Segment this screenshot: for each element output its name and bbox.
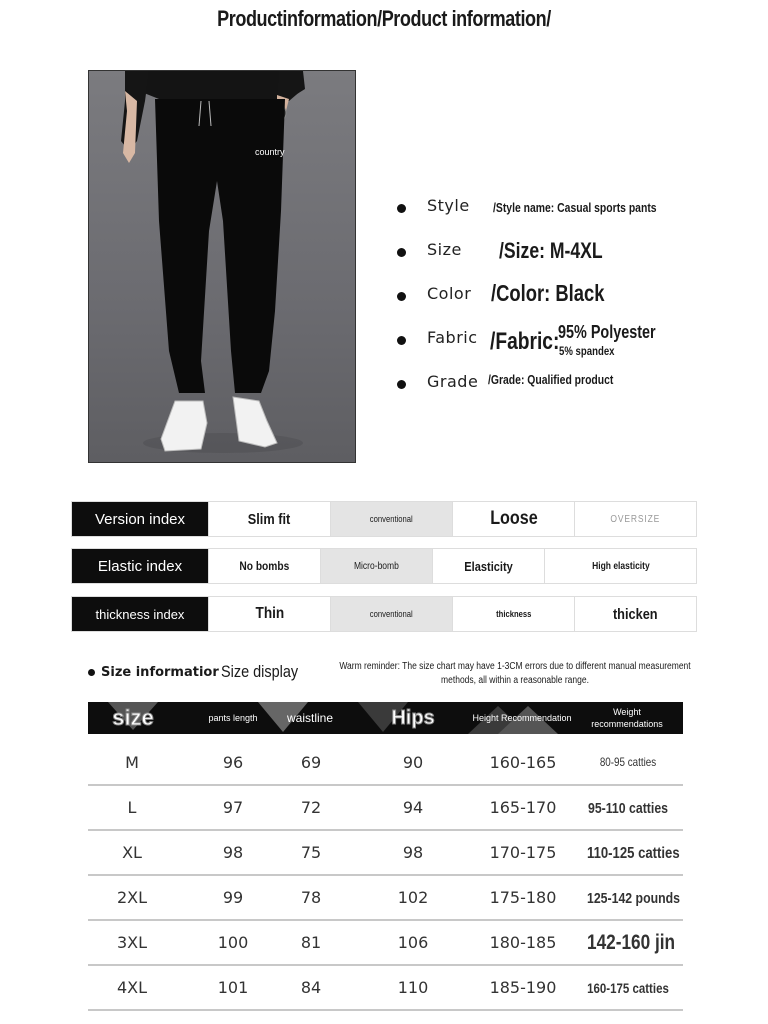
- size-table-header: [88, 702, 683, 734]
- elastic-index-row: [71, 548, 697, 584]
- header-waistline: waistline: [286, 711, 334, 725]
- header-size: size: [112, 705, 154, 730]
- version-index-row: [71, 501, 697, 537]
- fabric-secondary: 5% spandex: [559, 344, 615, 358]
- size-reminder-note: Warm reminder: The size chart may have 1-3CM errors due to different manual measurement methods, all within a reasonable range.: [339, 661, 691, 686]
- fabric-primary: 95% Polyester: [558, 322, 656, 342]
- size-subheading-label: Size display: [220, 662, 298, 681]
- bullet-icon: [397, 204, 406, 213]
- table-row: M 96 69 90 160-165 80-95 catties: [88, 741, 683, 786]
- pants-model-illustration: [89, 71, 356, 463]
- product-photo: [88, 70, 356, 463]
- page-title: Productinformation/Product information/: [217, 6, 551, 31]
- attribute-list: [393, 190, 753, 410]
- attribute-key: Fabric: [427, 328, 478, 347]
- index-label: thickness index: [72, 597, 208, 631]
- attribute-value: /Fabric:: [490, 328, 560, 355]
- size-heading-label: Size informatior: [101, 664, 219, 680]
- photo-tag-label: country: [255, 147, 285, 157]
- bullet-icon: [397, 380, 406, 389]
- header-pants-length: pants length: [208, 713, 258, 723]
- attribute-key: Color: [427, 284, 472, 303]
- index-option: Loose: [452, 502, 574, 536]
- table-row: 3XL 100 81 106 180-185 142-160 jin: [88, 921, 683, 966]
- index-option-selected: conventional: [330, 502, 452, 536]
- index-option: High elasticity: [544, 549, 696, 583]
- attribute-grade: [393, 366, 753, 410]
- attribute-key: Grade: [427, 372, 479, 391]
- index-label: Elastic index: [72, 549, 208, 583]
- table-row: XL 98 75 98 170-175 110-125 catties: [88, 831, 683, 876]
- header-height: Height Recommendation: [472, 713, 572, 723]
- attribute-color: [393, 278, 753, 322]
- bullet-icon: [397, 336, 406, 345]
- index-option: Elasticity: [432, 549, 544, 583]
- header-hips: Hips: [391, 707, 435, 729]
- index-label: Version index: [72, 502, 208, 536]
- attribute-key: Style: [427, 196, 470, 215]
- bullet-icon: [397, 248, 406, 257]
- table-row: L 97 72 94 165-170 95-110 catties: [88, 786, 683, 831]
- bullet-icon: [397, 292, 406, 301]
- index-option: Thin: [208, 597, 330, 631]
- index-option: thickness: [452, 597, 574, 631]
- index-option: Slim fit: [208, 502, 330, 536]
- attribute-value: /Size: M-4XL: [499, 238, 603, 263]
- attribute-value: /Style name: Casual sports pants: [493, 200, 657, 215]
- size-section-heading: [88, 662, 312, 682]
- attribute-value: /Grade: Qualified product: [488, 372, 614, 387]
- attribute-style: [393, 190, 753, 234]
- index-option: No bombs: [208, 549, 320, 583]
- attribute-size: [393, 234, 753, 278]
- header-weight: Weight recommendations: [591, 707, 663, 729]
- index-option-selected: conventional: [330, 597, 452, 631]
- attribute-key: Size: [427, 240, 462, 259]
- table-row: 4XL 101 84 110 185-190 160-175 catties: [88, 966, 683, 1011]
- attribute-fabric: [393, 322, 753, 366]
- thickness-index-row: [71, 596, 697, 632]
- table-row: 2XL 99 78 102 175-180 125-142 pounds: [88, 876, 683, 921]
- index-option: OVERSIZE: [574, 502, 696, 536]
- index-option-selected: Micro-bomb: [320, 549, 432, 583]
- bullet-icon: [88, 669, 95, 676]
- index-option: thicken: [574, 597, 696, 631]
- attribute-value: /Color: Black: [491, 280, 605, 306]
